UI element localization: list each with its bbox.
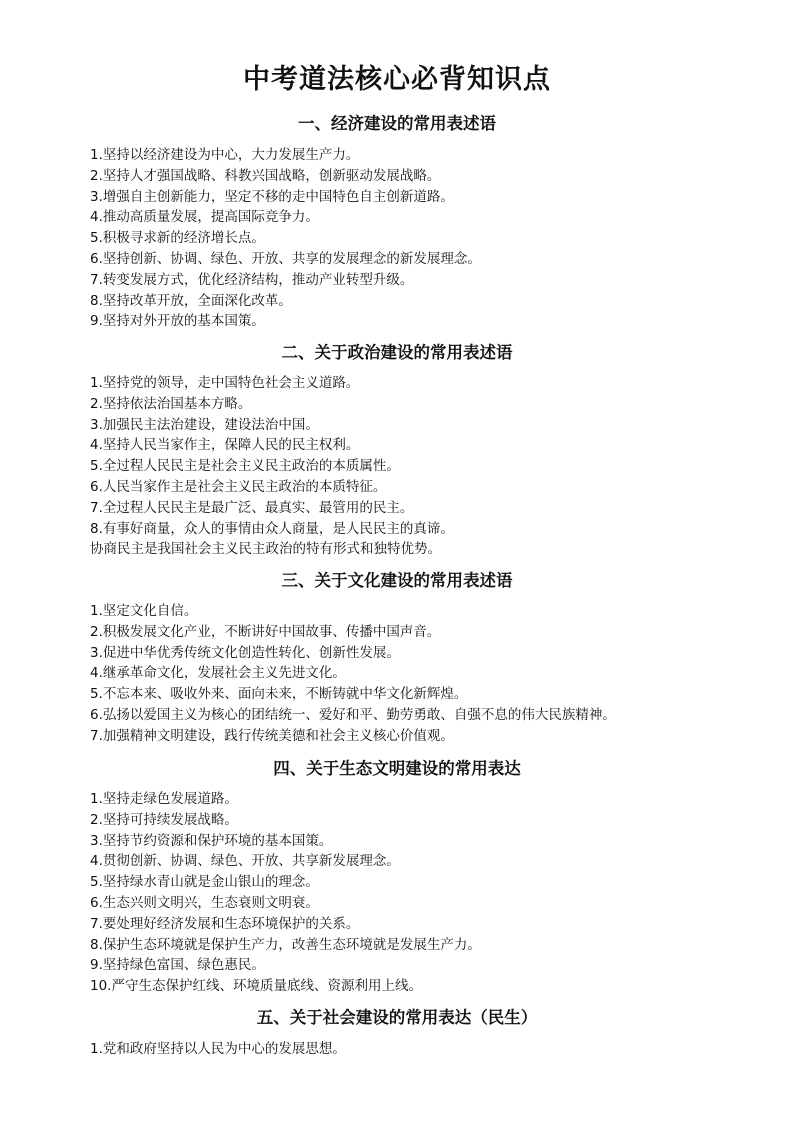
list-item: 9.坚持绿色富国、绿色惠民。	[90, 957, 265, 974]
list-item: 9.坚持对外开放的基本国策。	[90, 313, 265, 330]
list-item: 4.继承革命文化，发展社会主义先进文化。	[90, 665, 346, 682]
list-item: 8.保护生态环境就是保护生产力，改善生态环境就是发展生产力。	[90, 936, 481, 953]
list-item: 6.生态兴则文明兴，生态衰则文明衰。	[90, 894, 319, 911]
list-item: 1.党和政府坚持以人民为中心的发展思想。	[90, 1041, 346, 1057]
section-list-economy	[90, 145, 770, 332]
list-item: 4.推动高质量发展，提高国际竞争力。	[90, 209, 319, 226]
list-item: 10.严守生态保护红线、环境质量底线、资源利用上线。	[90, 978, 422, 995]
list-item: 6.弘扬以爱国主义为核心的团结统一、爱好和平、勤劳勇敢、自强不息的伟大民族精神。	[90, 706, 616, 723]
list-item: 6.坚持创新、协调、绿色、开放、共享的发展理念的新发展理念。	[90, 250, 481, 267]
list-item: 8.有事好商量，众人的事情由众人商量，是人民民主的真谛。	[90, 520, 454, 537]
list-item: 2.积极发展文化产业，不断讲好中国故事、传播中国声音。	[90, 623, 441, 640]
list-item: 3.增强自主创新能力，坚定不移的走中国特色自主创新道路。	[90, 188, 454, 205]
list-item: 5.全过程人民民主是社会主义民主政治的本质属性。	[90, 458, 400, 475]
list-item: 7.要处理好经济发展和生态环境保护的关系。	[90, 915, 360, 932]
list-item: 1.坚持党的领导，走中国特色社会主义道路。	[90, 375, 360, 391]
section-heading-society: 五、关于社会建设的常用表达（民生）	[256, 1008, 538, 1027]
list-item: 5.不忘本来、吸收外来、面向未来，不断铸就中华文化新辉煌。	[90, 686, 468, 703]
list-item: 7.加强精神文明建设，践行传统美德和社会主义核心价值观。	[90, 727, 454, 744]
section-heading-culture: 三、关于文化建设的常用表述语	[281, 571, 513, 590]
list-item: 8.坚持改革开放，全面深化改革。	[90, 292, 292, 309]
list-item: 2.坚持可持续发展战略。	[90, 811, 238, 828]
list-item: 2.坚持人才强国战略、科教兴国战略，创新驱动发展战略。	[90, 167, 441, 184]
list-item: 5.坚持绿水青山就是金山银山的理念。	[90, 874, 319, 891]
list-item: 1.坚持以经济建设为中心，大力发展生产力。	[90, 147, 360, 163]
section-list-ecology	[90, 789, 770, 997]
section-list-society	[90, 1039, 770, 1060]
list-item: 1.坚持走绿色发展道路。	[90, 791, 238, 807]
list-item: 4.坚持人民当家作主，保障人民的民主权利。	[90, 437, 360, 454]
list-item: 2.坚持依法治国基本方略。	[90, 395, 252, 412]
list-item: 协商民主是我国社会主义民主政治的特有形式和独特优势。	[90, 541, 441, 558]
list-item: 3.坚持节约资源和保护环境的基本国策。	[90, 832, 333, 849]
section-list-culture	[90, 601, 770, 747]
section-list-politics	[90, 373, 770, 560]
list-item: 3.加强民主法治建设，建设法治中国。	[90, 416, 319, 433]
list-item: 7.转变发展方式，优化经济结构，推动产业转型升级。	[90, 271, 414, 288]
list-item: 1.坚定文化自信。	[90, 603, 198, 619]
list-item: 5.积极寻求新的经济增长点。	[90, 230, 265, 247]
list-item: 6.人民当家作主是社会主义民主政治的本质特征。	[90, 478, 387, 495]
section-heading-politics: 二、关于政治建设的常用表述语	[281, 343, 513, 362]
section-heading-ecology: 四、关于生态文明建设的常用表达	[273, 759, 521, 778]
document-title: 中考道法核心必背知识点	[243, 64, 551, 95]
list-item: 7.全过程人民民主是最广泛、最真实、最管用的民主。	[90, 499, 414, 516]
list-item: 3.促进中华优秀传统文化创造性转化、创新性发展。	[90, 644, 400, 661]
list-item: 4.贯彻创新、协调、绿色、开放、共享新发展理念。	[90, 853, 400, 870]
section-heading-economy: 一、经济建设的常用表述语	[298, 114, 496, 133]
